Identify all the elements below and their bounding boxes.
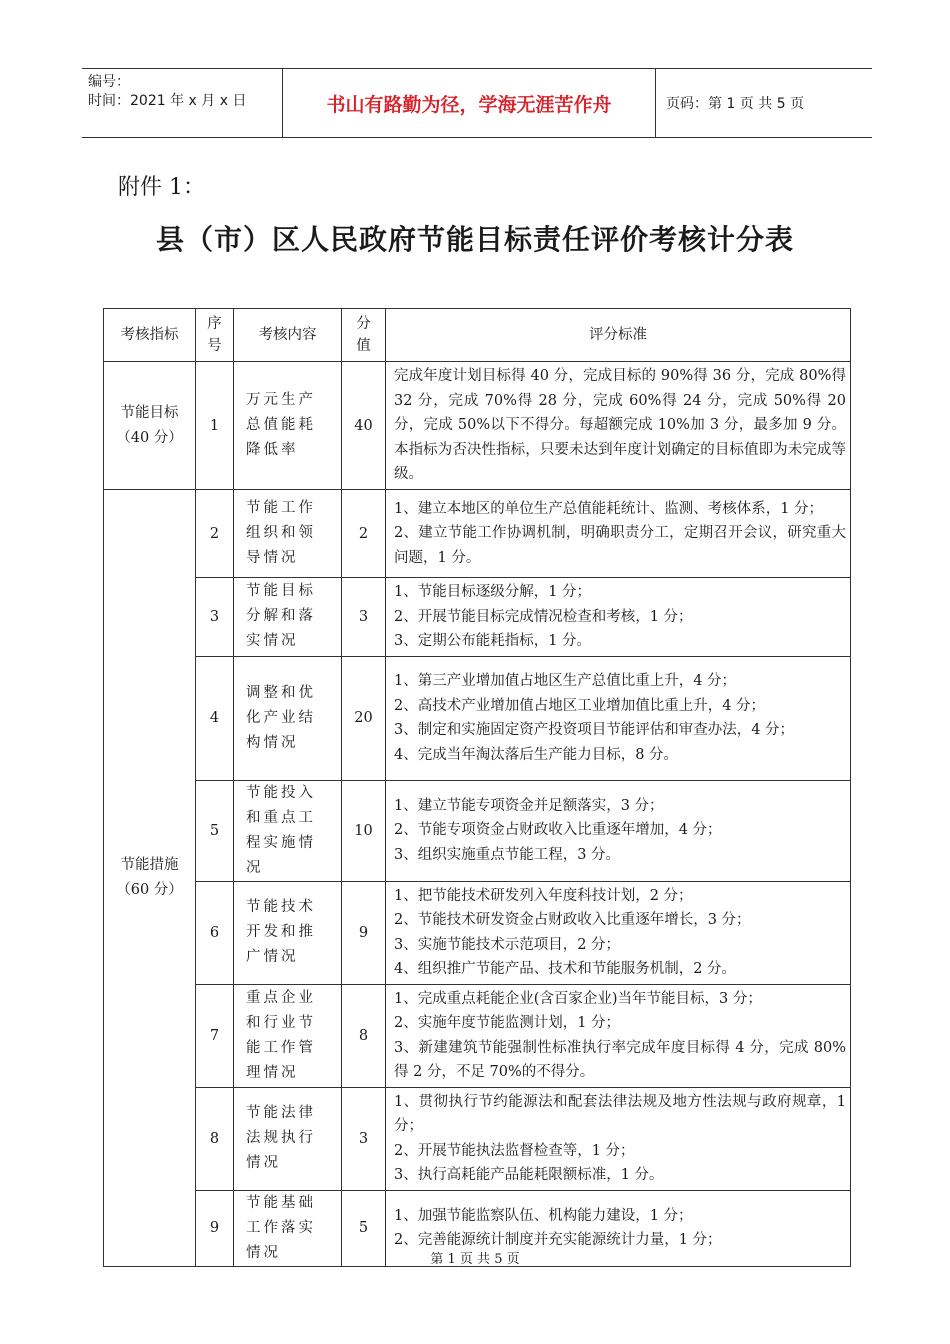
table-row: [104, 881, 851, 984]
row-content: 调整和优化产业结构情况: [234, 656, 342, 780]
row-score: 3: [342, 578, 386, 657]
header-score: 分值: [342, 309, 386, 362]
row-score: 8: [342, 984, 386, 1087]
code-label: 编号：: [88, 74, 130, 90]
header-no: 序号: [196, 309, 234, 362]
table-row: [104, 780, 851, 881]
indicator-total: （40 分）: [116, 429, 183, 446]
criteria-line: 1、建立本地区的单位生产总值能耗统计、监测、考核体系，1 分；: [394, 500, 824, 517]
criteria-line: 3、定期公布能耗指标，1 分。: [394, 633, 592, 649]
row-number: 1: [196, 362, 234, 490]
row-number: 8: [196, 1087, 234, 1190]
row-score: 3: [342, 1087, 386, 1190]
row-criteria: [386, 490, 851, 578]
row-criteria: [386, 881, 851, 984]
row-score: 5: [342, 1190, 386, 1266]
table-row: [104, 984, 851, 1087]
row-criteria: [386, 780, 851, 881]
criteria-line: 3、执行高耗能产品能耗限额标准，1 分。: [394, 1167, 664, 1183]
criteria-line: 2、节能专项资金占财政收入比重逐年增加，4 分；: [394, 822, 722, 839]
criteria-line: 2、高技术产业增加值占地区工业增加值比重上升，4 分；: [394, 697, 766, 714]
document-title: 县（市）区人民政府节能目标责任评价考核计分表: [155, 223, 794, 256]
row-score: 2: [342, 490, 386, 578]
row-number: 2: [196, 490, 234, 578]
header-motto: 书山有路勤为径，学海无涯苦作舟: [283, 69, 656, 137]
row-criteria: [386, 656, 851, 780]
row-content: 万元生产总值能耗降低率: [234, 362, 342, 490]
criteria-line: 2、完善能源统计制度并充实能源统计力量，1 分；: [394, 1232, 722, 1248]
indicator-name: 节能措施: [120, 856, 179, 873]
criteria-line: 1、贯彻执行节约能源法和配套法律法规及地方性法规与政府规章，1 分；: [394, 1093, 846, 1134]
criteria-line: 4、组织推广节能产品、技术和节能服务机制，2 分。: [394, 961, 737, 977]
table-row: [104, 578, 851, 657]
row-score: 40: [342, 362, 386, 490]
indicator-total: （60 分）: [116, 881, 183, 898]
row-score: 20: [342, 656, 386, 780]
criteria-line: 3、制定和实施固定资产投资项目节能评估和审查办法，4 分；: [394, 722, 795, 738]
criteria-line: 1、第三产业增加值占地区生产总值比重上升，4 分；: [394, 673, 737, 689]
row-criteria: [386, 1087, 851, 1190]
table-row: [104, 490, 851, 578]
row-content: 节能基础工作落实情况: [234, 1190, 342, 1266]
row-number: 4: [196, 656, 234, 780]
criteria-line: 1、加强节能监察队伍、机构能力建设，1 分；: [394, 1207, 693, 1224]
row-content: 节能工作组织和领导情况: [234, 490, 342, 578]
criteria-line: 3、实施节能技术示范项目，2 分；: [394, 936, 621, 953]
criteria-line: 2、开展节能执法监督检查等，1 分；: [394, 1142, 635, 1159]
criteria-line: 3、新建建筑节能强制性标准执行率完成年度目标得 4 分，完成 80%得 2 分，不足 70%的不得分。: [394, 1039, 846, 1080]
row-content: 节能投入和重点工程实施情况: [234, 780, 342, 881]
criteria-line: 1、节能目标逐级分解，1 分；: [394, 584, 592, 600]
criteria-line: 2、建立节能工作协调机制，明确职责分工，定期召开会议，研究重大问题，1 分。: [394, 525, 846, 566]
row-number: 3: [196, 578, 234, 657]
row-criteria: [386, 578, 851, 657]
page-header: [82, 68, 872, 138]
row-number: 7: [196, 984, 234, 1087]
row-content: 节能技术开发和推广情况: [234, 881, 342, 984]
table-row: [104, 656, 851, 780]
page-footer: 第 1 页 共 5 页: [430, 1252, 520, 1267]
criteria-line: 1、建立节能专项资金并足额落实，3 分；: [394, 797, 664, 814]
indicator-group-cell: [104, 490, 196, 1267]
criteria-line: 完成年度计划目标得 40 分，完成目标的 90%得 36 分，完成 80%得 32 分，完成 70%得 28 分，完成 60%得 24 分，完成 50%得 20 分，完成 50%以下不得分。每超额完成 10%加 3 分，最多加 9 分。本指标为否决性指标，只要未达到年度计划确定的目标值即为未完成等级。: [394, 368, 846, 483]
criteria-line: 1、把节能技术研发列入年度科技计划，2 分；: [394, 887, 693, 904]
header-page-code: 页码：第 1 页 共 5 页: [666, 96, 805, 112]
row-content: 节能目标分解和落实情况: [234, 578, 342, 657]
header-indicator: 考核指标: [104, 309, 196, 362]
attachment-label: 附件 1：: [118, 175, 205, 200]
criteria-line: 3、组织实施重点节能工程，3 分。: [394, 846, 621, 863]
criteria-line: 2、开展节能目标完成情况检查和考核，1 分；: [394, 608, 693, 625]
row-number: 6: [196, 881, 234, 984]
row-criteria: [386, 362, 851, 490]
indicator-group-cell: [104, 362, 196, 490]
row-score: 9: [342, 881, 386, 984]
row-number: 9: [196, 1190, 234, 1266]
criteria-line: 2、实施年度节能监测计划，1 分；: [394, 1015, 621, 1031]
criteria-line: 4、完成当年淘汰落后生产能力目标，8 分。: [394, 746, 679, 763]
time-label: 时间：2021 年 x 月 x 日: [88, 93, 247, 109]
row-content: 重点企业和行业节能工作管理情况: [234, 984, 342, 1087]
table-row: [104, 1087, 851, 1190]
criteria-line: 1、完成重点耗能企业(含百家企业)当年节能目标，3 分；: [394, 990, 762, 1007]
criteria-line: 2、节能技术研发资金占财政收入比重逐年增长，3 分；: [394, 912, 751, 928]
scoring-table: [103, 308, 851, 1267]
indicator-name: 节能目标: [120, 404, 179, 421]
header-criteria: 评分标准: [386, 309, 851, 362]
row-number: 5: [196, 780, 234, 881]
row-score: 10: [342, 780, 386, 881]
table-row: [104, 362, 851, 490]
table-header-row: [104, 309, 851, 362]
row-criteria: [386, 984, 851, 1087]
row-content: 节能法律法规执行情况: [234, 1087, 342, 1190]
header-content: 考核内容: [234, 309, 342, 362]
header-meta: [82, 69, 283, 137]
